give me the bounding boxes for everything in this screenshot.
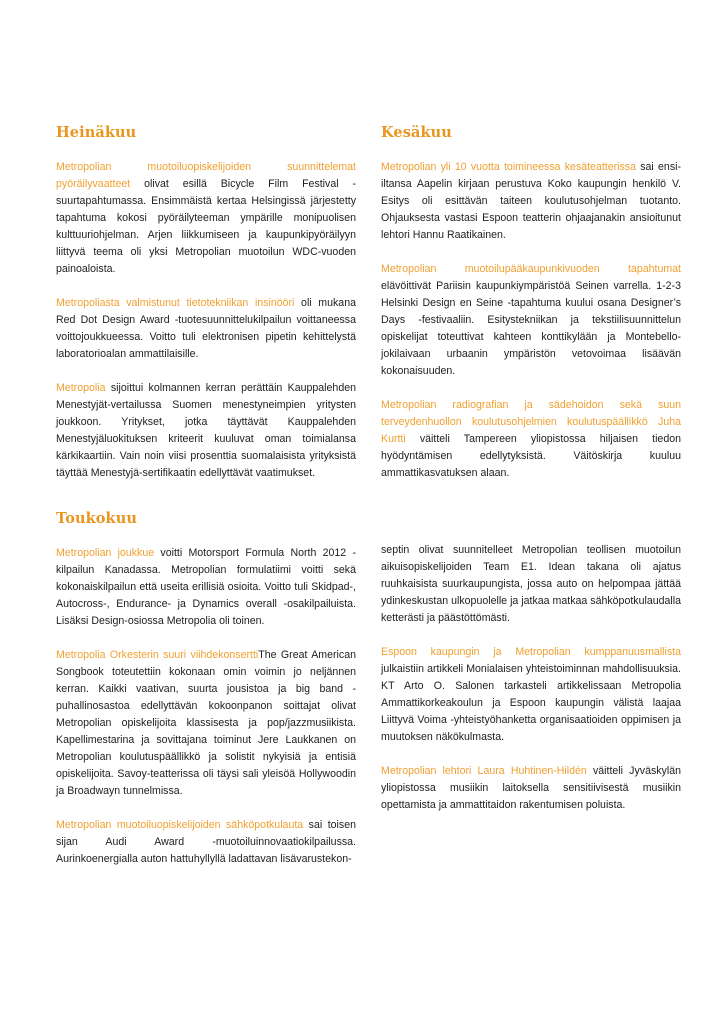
body-text: elävöittivät Pariisin kaupunkiympäristöä Seinen varrella. 1-2-3 Helsinki Design en Seine -tapahtuma kuului osana Designer’s Days -festivaaliin. Esitystekniikan ja tekstiilisuunnittelun opiskelijat toteuttivat kahteen konttikylään ja Montebello-jokilaivaan urbaanin ympäristön vetovoimaa lisäävän kokonaisuuden. bbox=[381, 280, 681, 377]
body-text: septin olivat suunnitelleet Metropolian teollisen muotoilun aikuisopiskelijoiden Team E1. Idean takana oli ajatus ruuhkaisista suurkaupungista, jossa auto on helpompaa jättää ydinkeskustan ulkopuolelle ja jatkaa matkaa sähköpotkulaudalla ketterästi ja päästöttömästi. bbox=[381, 544, 681, 624]
body-text: väitteli Tampereen yliopistossa hiljaisen tiedon hyödyntämisen edellytyksistä. Väitöskirja kuuluu ammattikasvatuksen alaan. bbox=[381, 433, 681, 479]
highlight-text: Metropolian muotoiluopiskelijoiden suunnittelemat pyöräilyvaatteet bbox=[56, 161, 356, 190]
news-paragraph bbox=[56, 159, 356, 278]
body-text: olivat esillä Bicycle Film Festival -suurtapahtumassa. Ensimmäistä kertaa Helsingissä järjestetty tapahtuma kokosi pyöräilyteeman ympärille monipuolisen kulttuuriohjelman. Arjen liikkumiseen ja kaupunkipyöräilyyn liittyvä teema oli yksi Metropolian muotoilun WDC-vuoden painoaloista. bbox=[56, 178, 356, 275]
highlight-text: Metropolian muotoilupääkaupunkivuoden tapahtumat bbox=[381, 263, 681, 275]
section-toukokuu bbox=[56, 510, 356, 885]
news-paragraph bbox=[56, 380, 356, 482]
news-paragraph bbox=[381, 763, 681, 814]
section-toukokuu-continued bbox=[381, 542, 681, 831]
highlight-text: Metropoliasta valmistunut tietotekniikan insinööri bbox=[56, 297, 295, 309]
section-title: Heinäkuu bbox=[56, 124, 137, 141]
highlight-text: Metropolian muotoiluopiskelijoiden sähköpotkulauta bbox=[56, 819, 304, 831]
body-text: oli mukana Red Dot Design Award -tuotesuunnittelukilpailun voittaneessa voittojoukkueessa. Voitto tuli elektronisen pipetin kehittelystä laboratorioalan ammattilaisille. bbox=[56, 297, 356, 360]
news-paragraph bbox=[56, 545, 356, 630]
highlight-text: Metropolia Orkesterin suuri viihdekonsertti bbox=[56, 649, 259, 661]
news-paragraph bbox=[381, 397, 681, 482]
body-text: julkaistiin artikkeli Monialaisen yhteistoiminnan mahdollisuuksia. KT Arto O. Salonen tarkasteli artikkelissaan Metropolia Ammattikorkeakoulun ja Espoon kaupungin välistä laajaa Liittyvä Voima -yhteistyöhanketta organisaatioiden oppimisen ja muutoksen näkökulmasta. bbox=[381, 663, 681, 743]
section-heinakuu bbox=[56, 124, 356, 499]
body-text: sijoittui kolmannen kerran perättäin Kauppalehden Menestyjät-vertailussa Suomen menestyneimpien yritysten joukkoon. Yritykset, jotka täyttävät Kauppalehden Menestyjäluokituksen kriteerit kuuluvat oman toimialansa kärkikaartiin. Vain noin viisi prosenttia suomalaisista yrityksistä täyttää Menestyjä-sertifikaatin edellyttävät vaatimukset. bbox=[56, 382, 356, 479]
body-text: sai toisen sijan Audi Award -muotoiluinnovaatiokilpailussa. Aurinkoenergialla auton hattuhyllyllä ladattavan lisävarustekon- bbox=[56, 819, 356, 865]
news-paragraph bbox=[381, 644, 681, 746]
highlight-text: Metropolian joukkue bbox=[56, 547, 155, 559]
news-paragraph bbox=[381, 159, 681, 244]
body-text: väitteli Jyväskylän yliopistossa musiikin laitoksella sensitiivisestä musiikin opettamista ja ammattitaidon rakentumisen poluista. bbox=[381, 765, 681, 811]
highlight-text: Espoon kaupungin ja Metropolian kumppanuusmallista bbox=[381, 646, 681, 658]
section-title: Toukokuu bbox=[56, 510, 137, 527]
highlight-text: Metropolian lehtori Laura Huhtinen-Hildén bbox=[381, 765, 587, 777]
news-paragraph bbox=[56, 817, 356, 868]
highlight-text: Metropolia bbox=[56, 382, 106, 394]
highlight-text: Metropolian radiografian ja sädehoidon sekä suun terveydenhuollon koulutusohjelmien koulutuspäällikkö Juha Kurtti bbox=[381, 399, 681, 445]
body-text: voitti Motorsport Formula North 2012 -kilpailun Kanadassa. Metropolian formulatiimi voitti sekä kokonaiskilpailun että useita erillisiä osioita. Voitto tuli Skidpad-, Autocross-, Endurance- ja Dynamics overall -osakilpailuista. Lisäksi Design-osiossa Metropolia oli toinen. bbox=[56, 547, 356, 627]
highlight-text: Metropolian yli 10 vuotta toimineessa kesäteatterissa bbox=[381, 161, 636, 173]
body-text: sai ensi-iltansa Aapelin kirjaan perustuva Koko kaupungin henkilö V. Esitys oli esittävän taiteen koulutusohjelman tuotanto. Ohjauksesta vastasi Espoon teatterin ohjaajanakin ansioitunut lehtori Hannu Raatikainen. bbox=[381, 161, 681, 241]
news-paragraph bbox=[56, 295, 356, 363]
news-paragraph bbox=[56, 647, 356, 800]
body-text: The Great American Songbook toteutettiin kokonaan omin voimin jo neljännen kerran. Kaikki vaativan, suurta jousistoa ja big band -puhallinosastoa edellyttävän kokoonpanon soittajat olivat Metropolian opiskelijoita klassisesta ja pop/jazzmusiikista. Kapellimestarina ja sovittajana toiminut Jere Laukkanen on Metropolian koulutuspäällikkö ja solistit nykyisiä ja entisiä opiskelijoita. Savoy-teatterissa oli täysi sali yleisöä Hollywoodin ja Broadwayn tunnelmissa. bbox=[56, 649, 356, 797]
news-paragraph bbox=[381, 542, 681, 627]
news-paragraph bbox=[381, 261, 681, 380]
section-kesakuu bbox=[381, 124, 681, 499]
section-title: Kesäkuu bbox=[381, 124, 452, 141]
